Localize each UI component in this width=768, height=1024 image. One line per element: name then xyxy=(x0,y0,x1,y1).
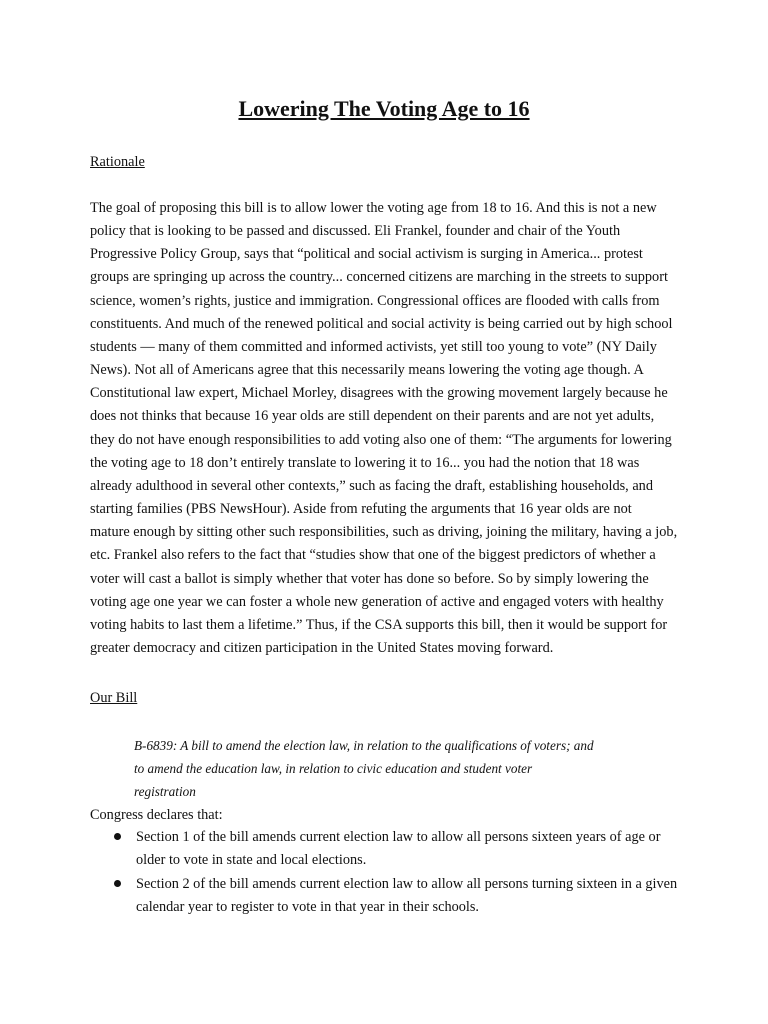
paragraph-line: voting age one year we can foster a whole new generation of active and engaged voters with healthy xyxy=(90,593,664,610)
paragraph-line: does not thinks that because 16 year olds are still dependent on their parents and are not yet adults, xyxy=(90,408,655,425)
paragraph-line: News). Not all of Americans agree that this necessarily means lowering the voting age though. A xyxy=(90,362,644,379)
bullet-icon xyxy=(114,880,121,887)
paragraph-line: The goal of proposing this bill is to allow lower the voting age from 18 to 16. And this is not a new xyxy=(90,200,657,216)
bill-title xyxy=(134,734,654,803)
section-heading-rationale: Rationale xyxy=(90,154,145,170)
bill-sections-list xyxy=(90,826,690,920)
paragraph-line: they do not have enough responsibilities to add voting also one of them: “The arguments for lowering xyxy=(90,431,672,448)
list-item-line: Section 2 of the bill amends current election law to allow all persons turning sixteen in a given xyxy=(136,876,678,892)
bill-title-line: B-6839: A bill to amend the election law, in relation to the qualifications of voters; and xyxy=(134,738,594,753)
paragraph-line: already adulthood in several other contexts,” such as facing the draft, establishing households, and xyxy=(90,477,653,494)
list-item-line: calendar year to register to vote in that year in their schools. xyxy=(136,899,479,915)
paragraph-line: voter will cast a ballot is simply whether that voter has done so before. So by simply lowering the xyxy=(90,570,649,587)
paragraph-line: voting habits to last them a lifetime.” Thus, if the CSA supports this bill, then it would be support for xyxy=(90,616,668,633)
paragraph-line: mature enough by sitting other such responsibilities, such as driving, joining the military, having a job, xyxy=(90,524,678,541)
paragraph-line: students — many of them committed and informed activists, yet still too young to vote” (NY Daily xyxy=(90,338,657,355)
bill-title-line: to amend the education law, in relation to civic education and student voter xyxy=(134,761,533,776)
rationale-paragraph xyxy=(90,197,690,660)
paragraph-line: groups are springing up across the country... concerned citizens are marching in the streets to support xyxy=(90,269,668,286)
paragraph-line: policy that is looking to be passed and discussed. Eli Frankel, founder and chair of the Youth xyxy=(90,223,621,240)
paragraph-line: constituents. And much of the renewed political and social activity is being carried out by high school xyxy=(90,315,673,332)
page-title: Lowering The Voting Age to 16 xyxy=(238,96,530,121)
paragraph-line: Constitutional law expert, Michael Morley, disagrees with the growing movement largely because he xyxy=(90,385,668,402)
paragraph-line: starting families (PBS NewsHour). Aside from refuting the arguments that 16 year olds are not xyxy=(90,501,632,518)
list-item-line: Section 1 of the bill amends current election law to allow all persons sixteen years of age or xyxy=(136,829,661,845)
list-item xyxy=(90,826,690,872)
bullet-icon xyxy=(114,833,121,840)
section-heading-our-bill: Our Bill xyxy=(90,690,138,706)
paragraph-line: the voting age to 18 don’t entirely translate to lowering it to 16... you had the notion that 18 was xyxy=(90,454,640,471)
list-item-line: older to vote in state and local elections. xyxy=(136,852,367,868)
paragraph-line: greater democracy and citizen participation in the United States moving forward. xyxy=(90,639,554,656)
list-item xyxy=(90,873,690,919)
paragraph-line: Progressive Policy Group, says that “political and social activism is surging in America... protest xyxy=(90,246,643,263)
paragraph-line: science, women’s rights, justice and immigration. Congressional offices are flooded with calls from xyxy=(90,292,660,309)
paragraph-line: etc. Frankel also refers to the fact that “studies show that one of the biggest predictors of whether a xyxy=(90,547,656,564)
declaration-text: Congress declares that: xyxy=(90,807,223,823)
bill-title-line: registration xyxy=(134,784,196,799)
